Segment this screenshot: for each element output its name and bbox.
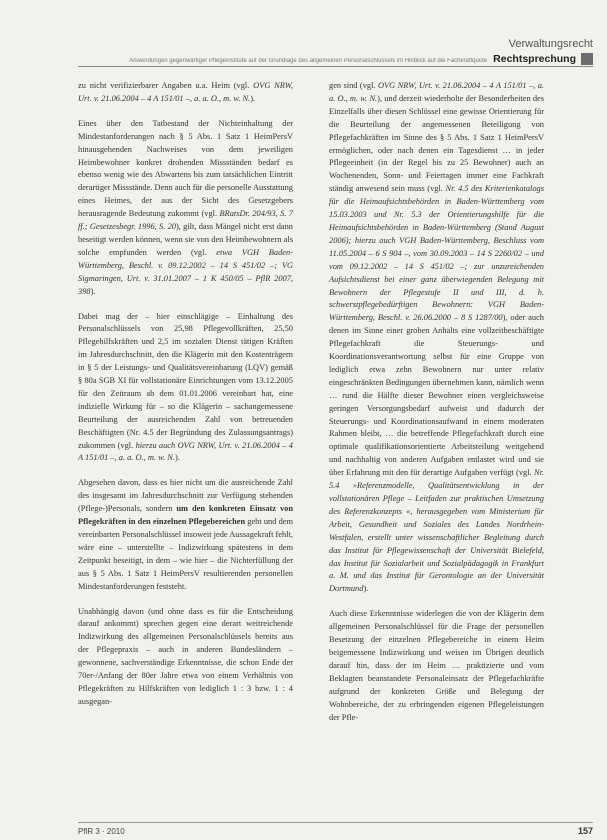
citation-text: Nr. 4.5 des Kriterienkatalogs für die Heimaufsichtsbehörden in Baden-Württemberg vom 15.03.2003 und Nr. 5.3 der Orientierungshilfe für die Heimaufsichtsbehörden in Baden-Württemberg (Stand August 2006); hierzu auch VGH Baden-Württemberg, Beschluss vom 11.05.2004 – 6 S 904 –, vom 30.09.2003 – 14 S 2260/02 – und vom 09.12.2002 – 14 S 451/02 –; zur unzureichenden Aufsichtsdienst bei einer ganz überwiegenden Belegung mit Bewohnern der Pflegestufe II und III, d. h. schwerstpflegebedürftigen Bewohnern: VGH Baden-Württemberg, Beschl. v. 26.06.2000 – 8 S 1287/00: [329, 184, 544, 323]
body-text: Eines über den Tatbestand der Nichteinhaltung der Mindestanforderungen nach § 5 Abs. 1 Satz 1 HeimPersV hinausgehenden Nachweises von dem jeweiligen Heimbewohner konkret drohenden Missständen bedarf es ebenso wenig wie des Abwartens bis zum tatsächlichen Eintritt derartiger Missstände. Denn auch für die personelle Ausstattung eines Heimes, der aus der Sicht des Gesetzgebers herausragende Bedeutung zukommt (vgl.: [78, 118, 293, 219]
page-number: 157: [577, 826, 593, 836]
paragraph: [329, 608, 544, 724]
body-text: ).: [250, 93, 256, 103]
running-header: [78, 52, 593, 67]
body-text: ), gilt, dass Mängel nicht erst dann beseitigt werden können, wenn sie von den Heimbewohnern als solche empfunden werden (vgl.: [78, 222, 293, 257]
body-text: ).: [90, 286, 96, 296]
paragraph: [78, 311, 293, 466]
bold-text: um den konkreten Einsatz von Pflegekräften in den einzelnen Pflegebereichen: [78, 504, 293, 527]
body-text: ).: [363, 584, 369, 594]
body-text: gen sind (vgl.: [329, 81, 378, 90]
citation-text: Nr. 5.4 »Referenzmodelle, Qualitätsentwicklung in der vollstationären Pflege – Leitfaden zur praktischen Umsetzung des Referenzkonzepts «, herausgegeben vom Ministerium für Arbeit, Gesundheit und Soziales des Landes Nordrhein-Westfalen, erstellt unter wissenschaftlicher Begleitung durch das Institut für Pflegewissenschaft der Universität Bielefeld, das Institut für Sozialarbeit und Sozialpädagogik in Frankfurt a. M. und das Institut für Gerontologie an der Universität Dortmund: [329, 468, 544, 594]
footer-issue: PflR 3 · 2010: [78, 827, 125, 836]
footer-rule: [78, 822, 593, 823]
paragraph: [329, 80, 544, 596]
paragraph: [78, 606, 293, 709]
header-subtitle: Anwendungen gegenwärtiger Pflegeinstitute auf der Grundlage des allgemeinen Personalschlüssels im Hinblick auf die Fachkraftquote: [129, 58, 488, 64]
citation-text: etwa VGH Baden-Württemberg, Beschl. v. 09.12.2002 – 14 S 451/02 –; VG Sigmaringen, Urt. v. 31.01.2007 – 1 K 450/05 – PflR 2007, 398: [78, 247, 293, 296]
right-column: [329, 80, 544, 736]
citation-text: hierzu auch OVG NRW, Urt. v. 21.06.2004 – 4 A 151/01 –, a. a. O., m. w. N.: [78, 440, 293, 463]
citation-text: BRatsDr. 204/93, S. 7 ff.; Gesetzesbegr. 1996, S. 20: [78, 209, 293, 232]
body-text: ).: [174, 453, 180, 463]
section-label: Verwaltungsrecht: [508, 38, 593, 50]
citation-text: OVG NRW, Urt. v. 21.06.2004 – 4 A 151/01 –, a. a. O., m. w. N.: [78, 81, 294, 103]
paragraph: [78, 80, 293, 106]
left-column: [78, 80, 293, 721]
body-text: ), oder auch denen im Sinne einer groben Anhalts eine vollzeitbeschäftigte Pflegefachkraft die Steuerungs- und Koordinationsverantwortung selbst für eine Gruppe von lediglich etwa zehn Bewohnern nur unter relativ eingeschränkten Bedingungen übernehmen kann, nämlich wenn … rund die Hälfte dieser Bewohner einen vergleichsweise geringen Versorgungsbedarf aufweist und dadurch der Steuerungs- und Koordinationsaufwand in einem moderaten Rahmen bleibt, … die betreffende Pflegefachkraft durch eine optimale qualifikationsorientierte Arbeitsteilung weitgehend und nachhaltig von anderen Aufgaben entlastet wird und sie über Erfahrung mit den für derartige Aufgaben verfügt (vgl.: [329, 313, 544, 478]
body-text: Auch diese Erkenntnisse widerlegen die von der Klägerin dem allgemeinen Personalschlüssel für die Frage der personellen Besetzung der einzelnen Pflegebereiche in einem Heim beigemessene Indizwirkung und weisen im Übrigen deutlich darauf hin, dass der im Heim … praktizierte und vom Beklagten beanstandete Personaleinsatz der Pflegefachkräfte aufgrund der konkreten Größe und Belegung der Wohnbereiche, der zu erbringenden eigenen Pflegeleistungen der Pfle-: [329, 609, 544, 722]
body-text: ), und derzeit wiederholte der Besonderheiten des Einzelfalls über diesen Schlüssel eine gewisse Orientierung für die Beurteilung der angemessenen Beteiligung von Pflegefachkräften im Sinne des § 5 Abs. 1 Satz 1 HeimPersV ermöglichen, oder nach denen ein Tagesdienst … in jeder Pflegeeinheit (in der Regel bis zu 25 Bewohner) auch an Wochenenden, Sonn- und Feiertagen immer eine Fachkraft ständig anwesend sein muss (vgl.: [329, 93, 544, 194]
citation-text: OVG NRW, Urt. v. 21.06.2004 – 4 A 151/01 –, a. a. O., m. w. N.: [329, 81, 544, 103]
body-text: geht und dem vereinbarten Personalschlüssel insoweit jede Aussagekraft fehlt, wäre eine – unterstellte – Indizwirkung spätestens in dem Zeitpunkt beseitigt, in dem – wie hier – die Nichterfüllung der aus § 5 Abs. 1 Satz 1 HeimPersV resultierenden personellen Mindestanforderungen feststeht.: [78, 517, 293, 591]
paragraph: [78, 118, 293, 299]
body-text: zu nicht verifizierbarer Angaben u.a. Heim (vgl.: [78, 81, 254, 90]
header-square-icon: [581, 53, 593, 65]
body-text: Abgesehen davon, dass es hier nicht um die ausreichende Zahl des insgesamt im Jahresdurchschnitt zur Verfügung stehenden (Pflege-)Personals, sondern: [78, 478, 293, 514]
body-text: Dabei mag der – hier einschlägige – Einhaltung des Personalschlüssels von 25,98 Pflegevollkräften, 25,50 Pflegehilfskräften und 2,5 im sozialen Dienst tätigen Kräften im Jahresdurchschnitt, den die Klägerin mit den Kostenträgern in § 5 der Leistungs- und Qualitätsvereinbarung (LQV) gemäß § 80a SGB XI für vollstationäre Einrichtungen vom 13.12.2005 für den Zeitraum ab dem 01.01.2006 vereinbart hat, eine indizielle Wirkung für – so die Klägerin – sachangemessene Beurteilung der ausreichenden Zahl von betreuenden Beschäftigten (Nr. 4.5 der Begründung des Zulassungsantrags) zukommen (vgl.: [78, 311, 293, 450]
body-text: Unabhängig davon (und ohne dass es für die Entscheidung darauf ankommt) sprechen gegen eine derart weitreichende Indizwirkung des allgemeinen Personalschlüssels bereits aus der Pflegepraxis – auch in anderen Bundesländern – gewonnene, sachverständige Erkenntnisse, die schon Ende der 70er-/Anfang der 80er Jahre etwa von einem Verhältnis von Pflegekräften zu Hilfskräften von lediglich 1 : 3 bzw. 1 : 4 ausgegan-: [78, 606, 293, 706]
header-title: Rechtsprechung: [493, 53, 576, 65]
paragraph: [78, 477, 293, 593]
